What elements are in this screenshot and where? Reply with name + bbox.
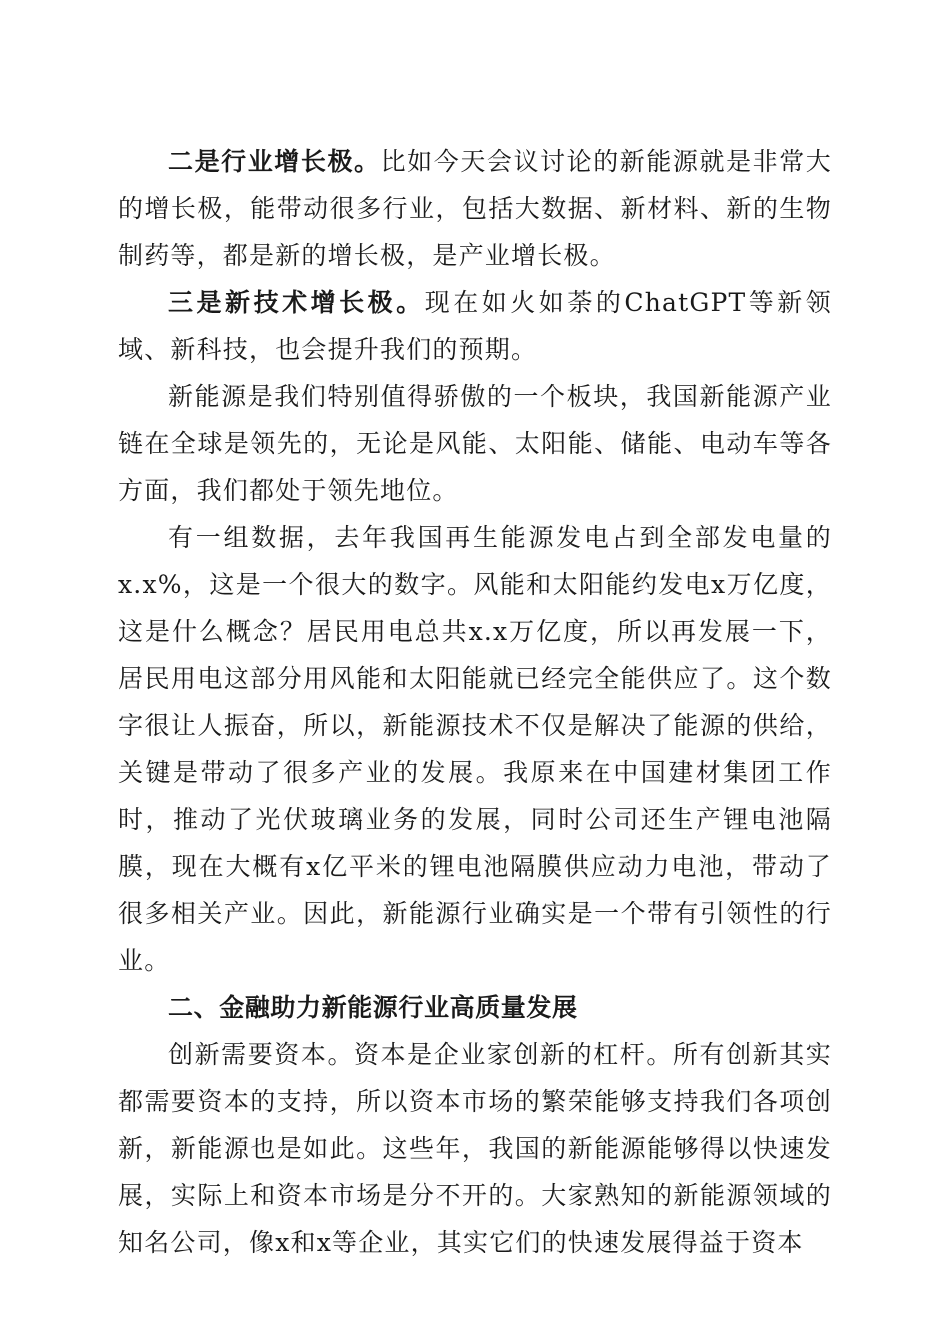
paragraph-energy-data <box>118 514 832 984</box>
paragraph-industry-growth-pole <box>118 138 832 279</box>
paragraph-text: 现在如火如荼的ChatGPT等新领域、新科技，也会提升我们的预期。 <box>118 288 832 364</box>
document-body <box>118 138 832 1266</box>
paragraph-text: 创新需要资本。资本是企业家创新的杠杆。所有创新其实都需要资本的支持，所以资本市场的繁荣能够支持我们各项创新，新能源也是如此。这些年，我国的新能源能够得以快速发展，实际上和资本市场是分不开的。大家熟知的新能源领域的知名公司，像x和x等企业，其实它们的快速发展得益于资本 <box>118 1040 832 1257</box>
paragraph-new-energy-pride <box>118 373 832 514</box>
paragraph-innovation-capital <box>118 1031 832 1266</box>
paragraph-text: 比如今天会议讨论的新能源就是非常大的增长极，能带动很多行业，包括大数据、新材料、新的生物制药等，都是新的增长极，是产业增长极。 <box>118 147 833 270</box>
paragraph-lead: 三是新技术增长极。 <box>168 288 425 317</box>
paragraph-text: 有一组数据，去年我国再生能源发电占到全部发电量的x.x%，这是一个很大的数字。风能和太阳能约发电x万亿度，这是什么概念？居民用电总共x.x万亿度，所以再发展一下，居民用电这部分用风能和太阳能就已经完全能供应了。这个数字很让人振奋，所以，新能源技术不仅是解决了能源的供给，关键是带动了很多产业的发展。我原来在中国建材集团工作时，推动了光伏玻璃业务的发展，同时公司还生产锂电池隔膜，现在大概有x亿平米的锂电池隔膜供应动力电池，带动了很多相关产业。因此，新能源行业确实是一个带有引领性的行业。 <box>118 523 832 975</box>
paragraph-text: 新能源是我们特别值得骄傲的一个板块，我国新能源产业链在全球是领先的，无论是风能、太阳能、储能、电动车等各方面，我们都处于领先地位。 <box>118 382 832 505</box>
paragraph-lead: 二是行业增长极。 <box>168 147 381 176</box>
section-heading: 二、金融助力新能源行业高质量发展 <box>168 993 578 1022</box>
paragraph-tech-growth-pole <box>118 279 832 373</box>
